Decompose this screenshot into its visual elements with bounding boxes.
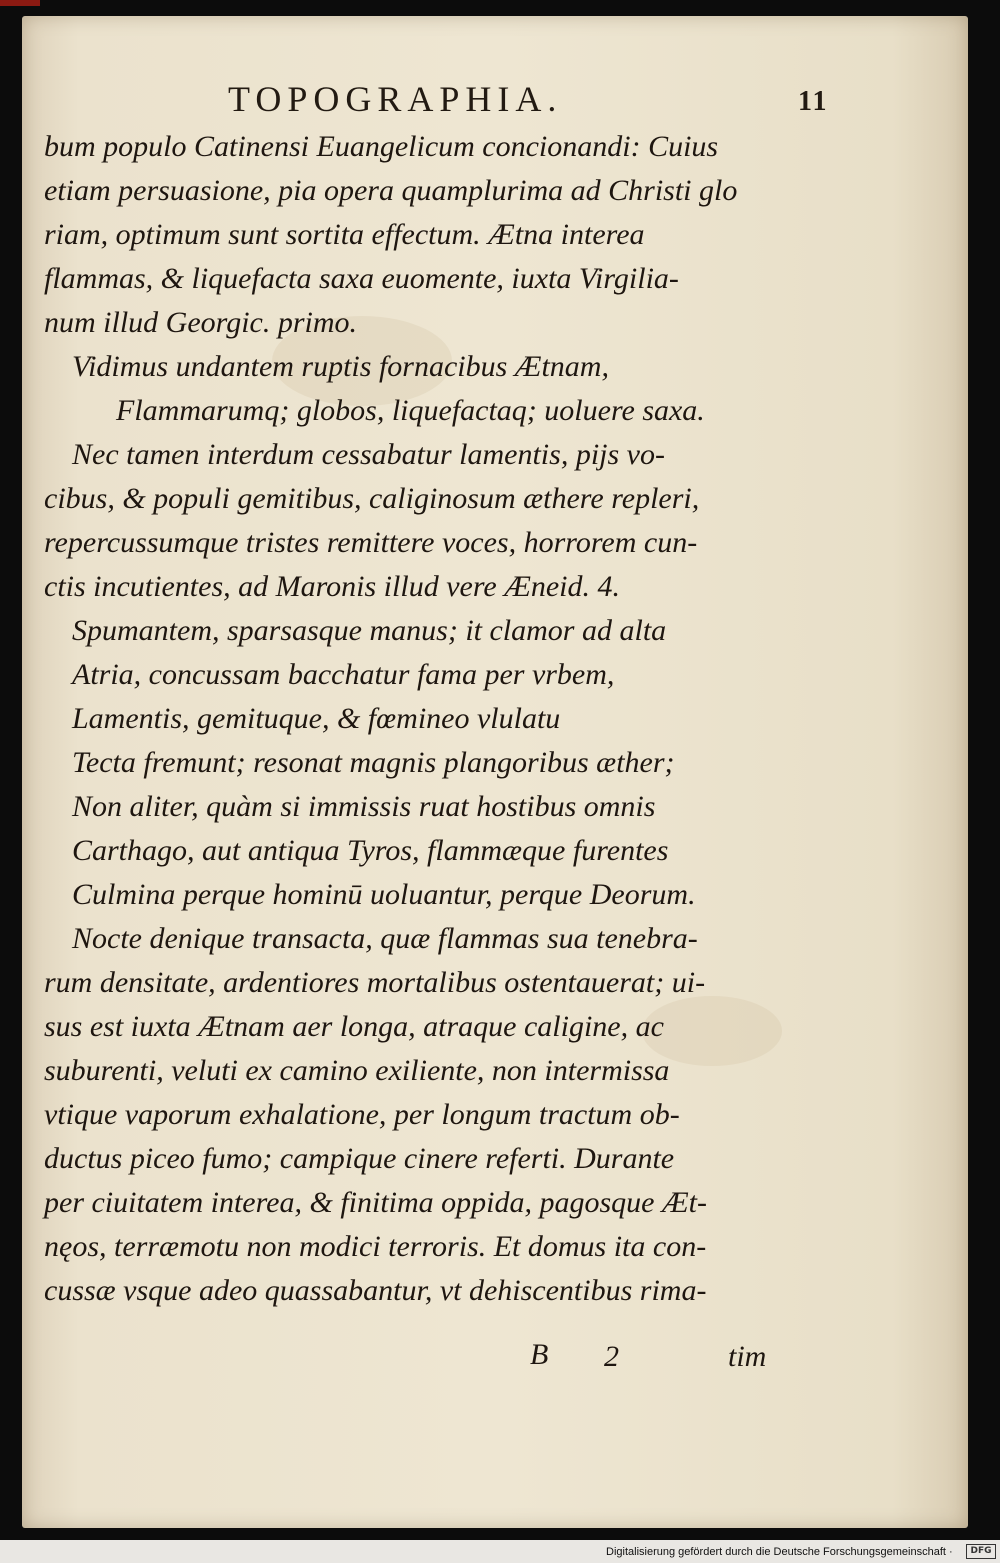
text-line: ductus piceo fumo; campique cinere referti. Durante [44,1142,675,1175]
book-page [22,16,968,1528]
text-line: nęos, terræmotu non modici terroris. Et domus ita con- [44,1230,707,1263]
signature-mark: B [530,1338,549,1371]
text-line: per ciuitatem interea, & finitima oppida, pagosque Æt- [44,1186,707,1219]
verse-line: Lamentis, gemituque, & fœmineo vlulatu [72,702,561,735]
verse-line: Carthago, aut antiqua Tyros, flammæque furentes [72,834,669,867]
text-line: Nec tamen interdum cessabatur lamentis, pijs vo- [72,438,665,471]
verse-line: Vidimus undantem ruptis fornacibus Ætnam, [72,350,609,383]
text-line: ctis incutientes, ad Maronis illud vere Æneid. 4. [44,570,621,603]
digitization-credit: Digitalisierung gefördert durch die Deutsche Forschungsgemeinschaft · [606,1546,953,1558]
running-title: TOPOGRAPHIA. [228,79,563,119]
body-text [44,16,984,1416]
catchword: tim [728,1340,767,1373]
text-line: repercussumque tristes remittere voces, horrorem cun- [44,526,698,559]
verse-line: Spumantem, sparsasque manus; it clamor ad alta [72,614,667,647]
verse-line: Atria, concussam bacchatur fama per vrbem, [72,658,615,691]
verse-line: Non aliter, quàm si immissis ruat hostibus omnis [72,790,656,823]
verse-line: Tecta fremunt; resonat magnis plangoribus æther; [72,746,675,779]
binding-edge-mark [0,0,40,6]
text-line: sus est iuxta Ætnam aer longa, atraque caligine, ac [44,1010,664,1043]
text-line: bum populo Catinensi Euangelicum concionandi: Cuius [44,130,719,163]
text-line: cibus, & populi gemitibus, caliginosum æthere repleri, [44,482,700,515]
verse-line: Culmina perque hominū uoluantur, perque Deorum. [72,878,696,911]
text-line: rum densitate, ardentiores mortalibus ostentauerat; ui- [44,966,706,999]
text-line: cussæ vsque adeo quassabantur, vt dehiscentibus rima- [44,1274,707,1307]
dfg-logo: DFG [966,1544,996,1559]
text-line: flammas, & liquefacta saxa euomente, iuxta Virgilia- [44,262,679,295]
page-number: 11 [798,86,829,117]
verse-line: Flammarumq; globos, liquefactaq; uoluere saxa. [116,394,705,427]
text-line: riam, optimum sunt sortita effectum. Ætna interea [44,218,645,251]
text-line: num illud Georgic. primo. [44,306,358,339]
signature-number: 2 [604,1340,619,1373]
text-line: vtique vaporum exhalatione, per longum tractum ob- [44,1098,680,1131]
text-line: suburenti, veluti ex camino exiliente, non intermissa [44,1054,670,1087]
text-line: Nocte denique transacta, quæ flammas sua tenebra- [72,922,698,955]
text-line: etiam persuasione, pia opera quamplurima ad Christi glo [44,174,738,207]
